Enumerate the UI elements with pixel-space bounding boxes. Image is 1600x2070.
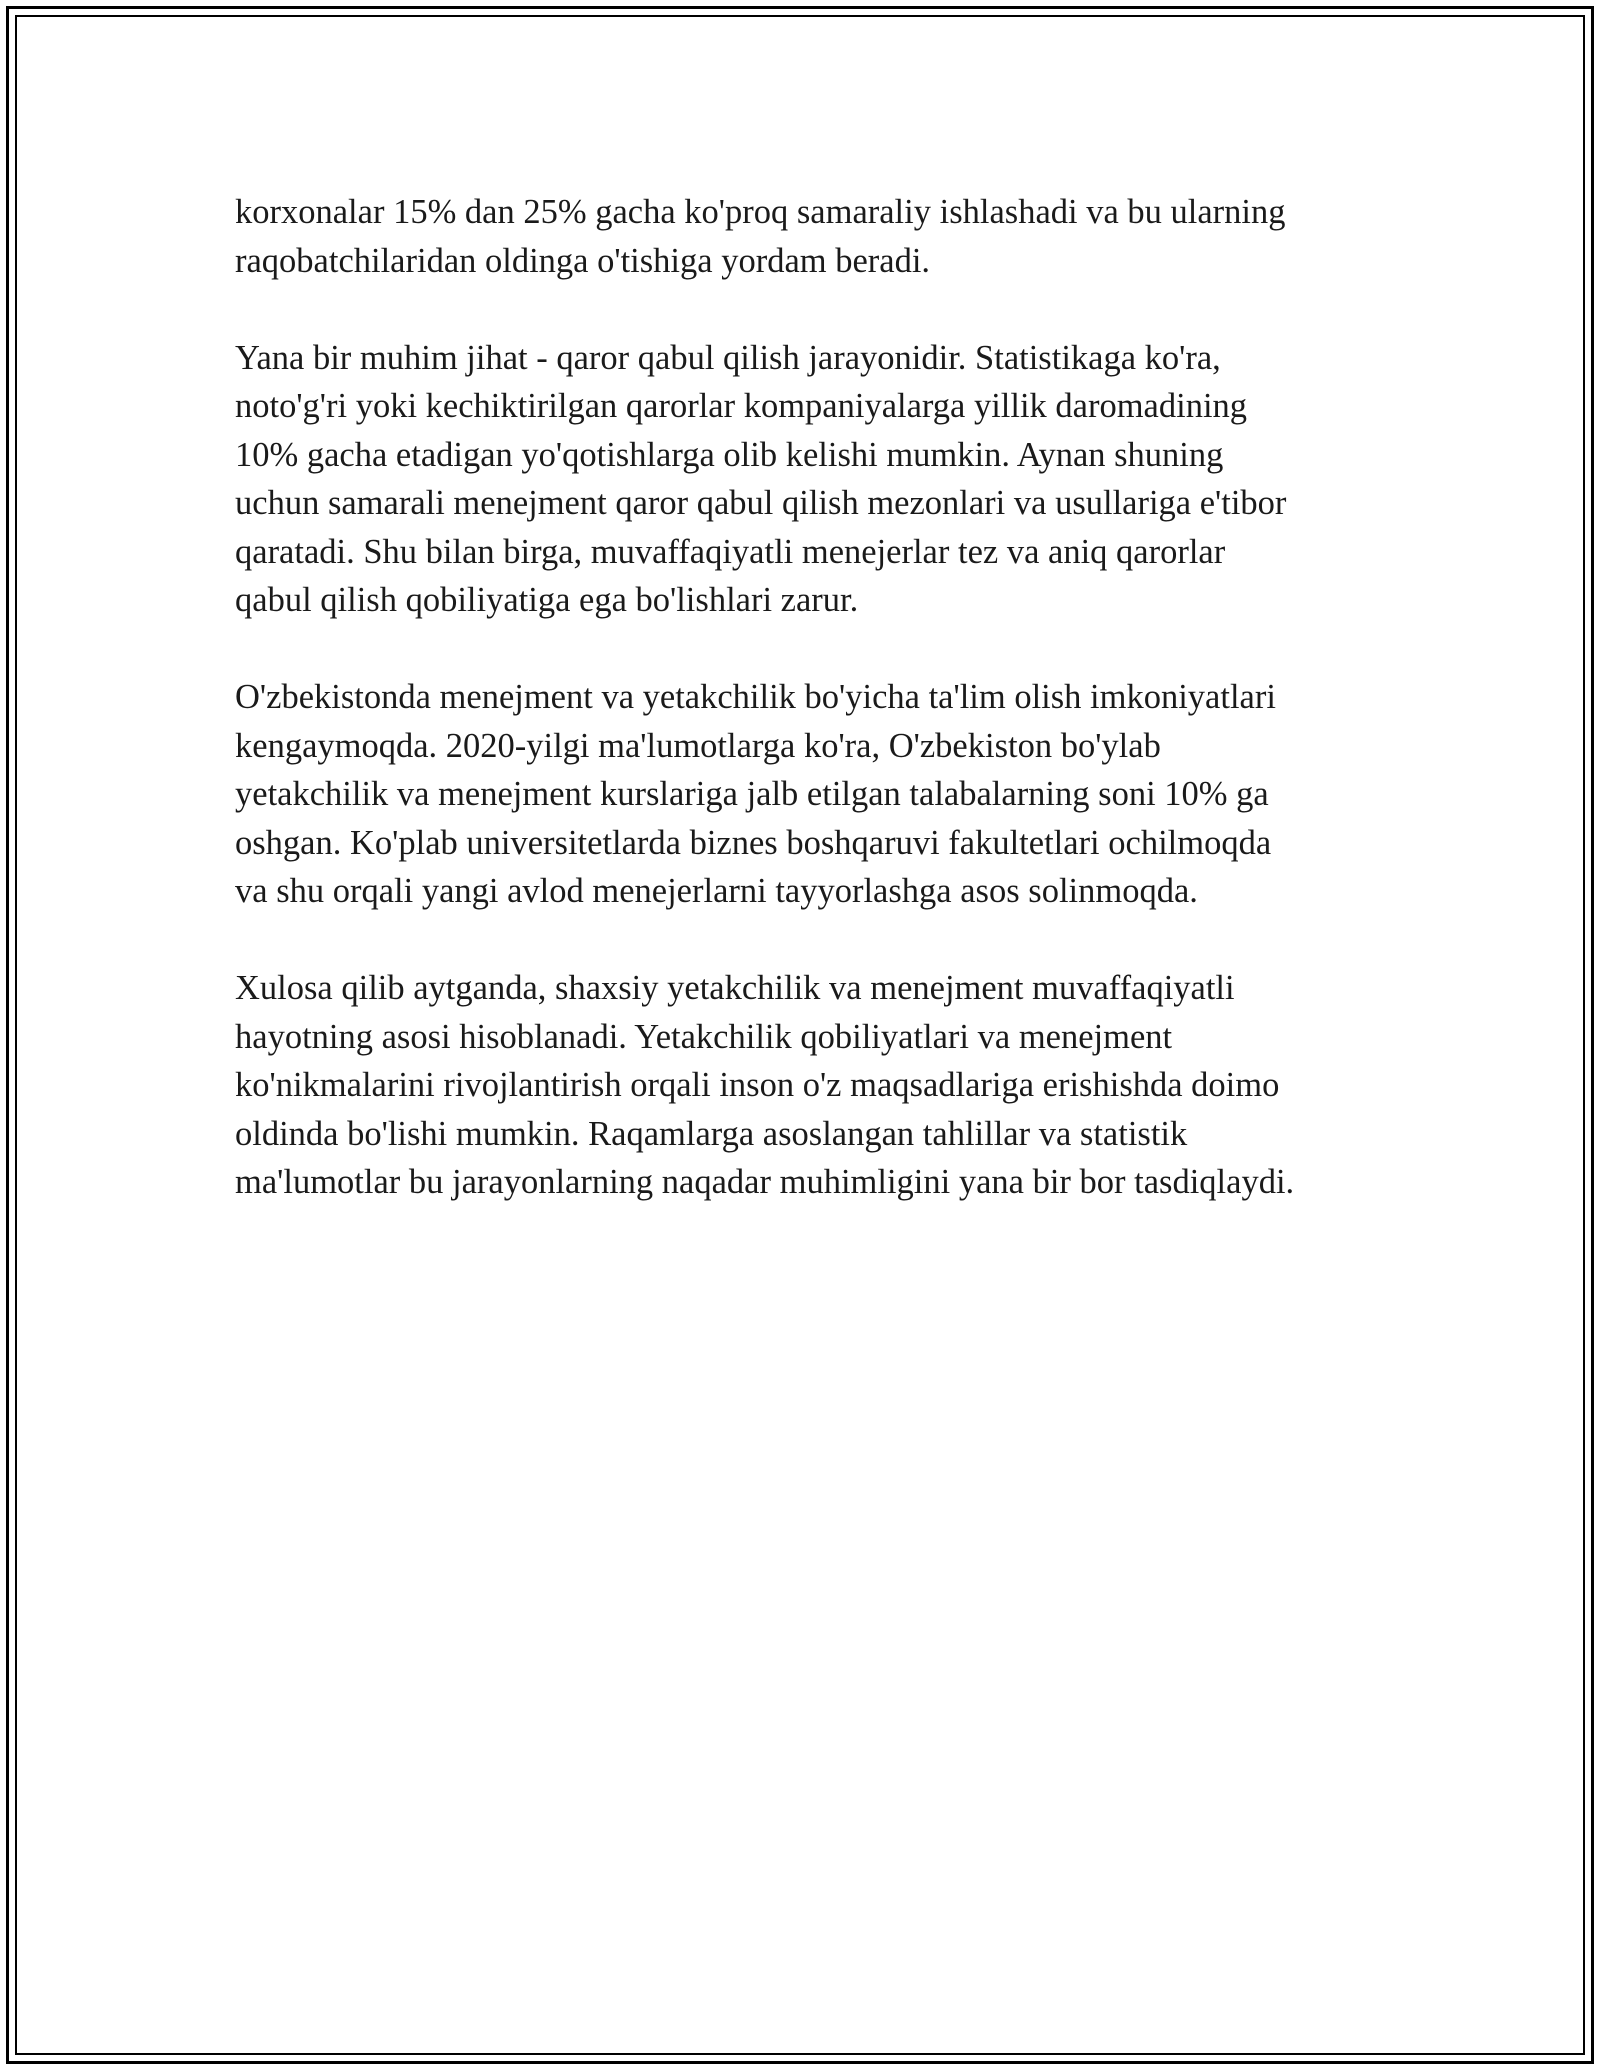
paragraph-line: 10% gacha etadigan yo'qotishlarga olib kelishi mumkin. Aynan shuning [235, 435, 1224, 474]
paragraph-line: O'zbekistonda menejment va yetakchilik bo'yicha ta'lim olish imkoniyatlari [235, 678, 1276, 716]
paragraph-line: kengaymoqda. 2020-yilgi ma'lumotlarga ko'ra, O'zbekiston bo'ylab [235, 726, 1161, 765]
paragraph-line: Yana bir muhim jihat - qaror qabul qilish jarayonidir. Statistikaga ko'ra, [235, 338, 1221, 377]
paragraph-line: oshgan. Ko'plab universitetlarda biznes boshqaruvi fakultetlari ochilmoqda [235, 823, 1272, 862]
paragraph-line: oldinda bo'lishi mumkin. Raqamlarga asoslangan tahlillar va statistik [235, 1114, 1188, 1153]
paragraph-line: korxonalar 15% dan 25% gacha ko'proq samaraliy ishlashadi va bu ularning [235, 193, 1286, 231]
paragraph-1 [235, 188, 1395, 285]
paragraph-4 [235, 964, 1395, 1207]
paragraph-line: raqobatchilaridan oldinga o'tishiga yordam beradi. [235, 241, 931, 280]
paragraph-line: noto'g'ri yoki kechiktirilgan qarorlar kompaniyalarga yillik daromadining [235, 387, 1248, 425]
paragraph-line: yetakchilik va menejment kurslariga jalb etilgan talabalarning soni 10% ga [235, 775, 1269, 813]
paragraph-line: qabul qilish qobiliyatiga ega bo'lishlari zarur. [235, 581, 859, 619]
paragraph-line: ko'nikmalarini rivojlantirish orqali inson o'z maqsadlariga erishishda doimo [235, 1066, 1280, 1104]
paragraph-line: uchun samarali menejment qaror qabul qilish mezonlari va usullariga e'tibor [235, 484, 1287, 522]
paragraph-line: qaratadi. Shu bilan birga, muvaffaqiyatli menejerlar tez va aniq qarorlar [235, 532, 1226, 571]
paragraph-line: va shu orqali yangi avlod menejerlarni tayyorlashga asos solinmoqda. [235, 872, 1198, 910]
paragraph-line: ma'lumotlar bu jarayonlarning naqadar muhimligini yana bir bor tasdiqlaydi. [235, 1163, 1295, 1201]
paragraph-line: Xulosa qilib aytganda, shaxsiy yetakchilik va menejment muvaffaqiyatli [235, 969, 1235, 1007]
paragraph-3 [235, 673, 1395, 916]
document-body [235, 188, 1395, 1255]
paragraph-2 [235, 334, 1395, 625]
paragraph-line: hayotning asosi hisoblanadi. Yetakchilik qobiliyatlari va menejment [235, 1017, 1173, 1056]
